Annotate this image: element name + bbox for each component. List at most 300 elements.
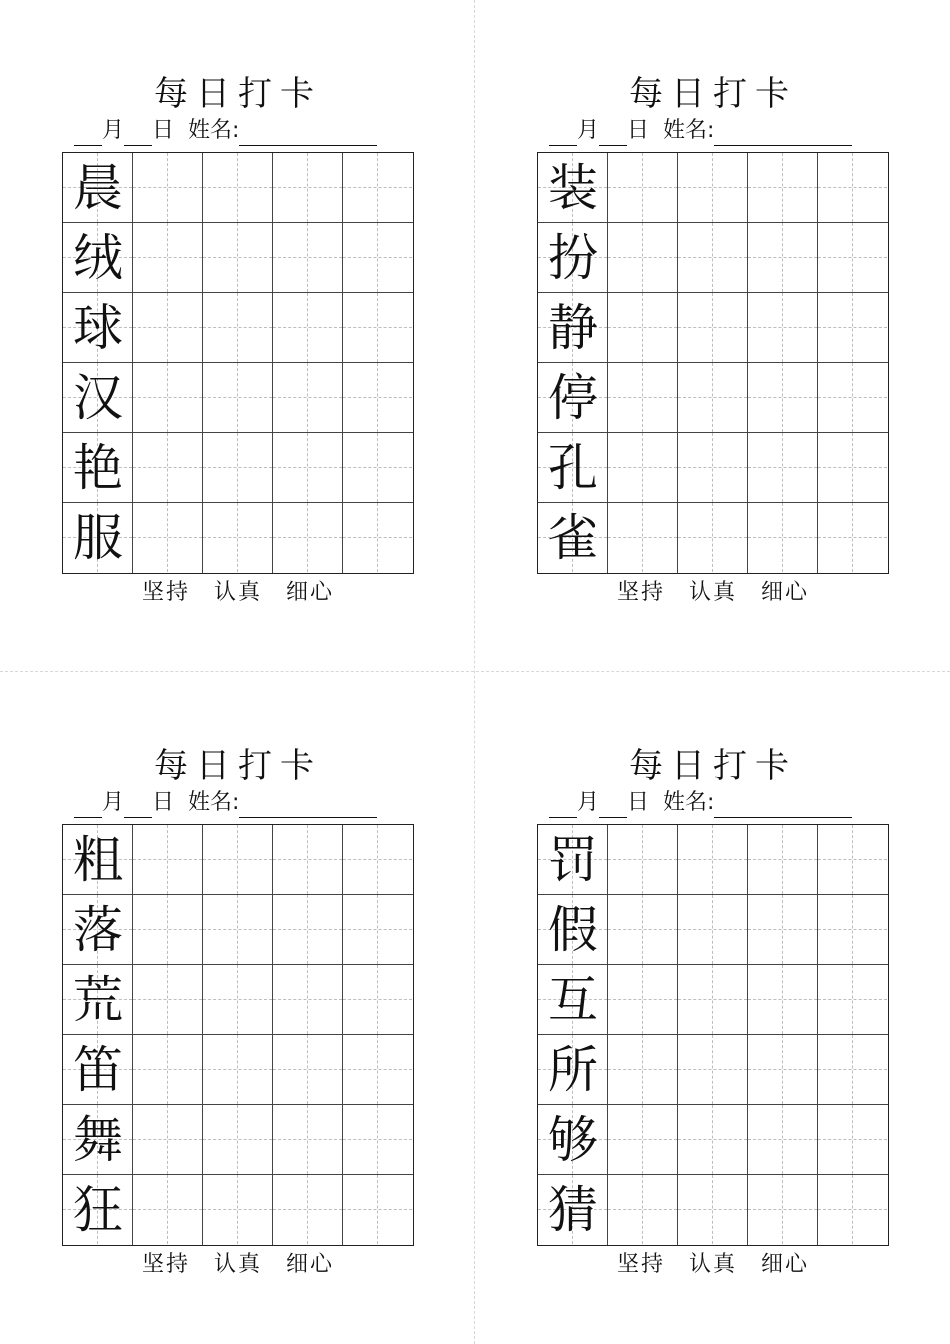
guide-line-horizontal (203, 257, 272, 258)
date-name-line (549, 788, 889, 818)
card-footer-motto (62, 578, 414, 608)
grid-row (63, 1035, 413, 1105)
model-character-cell (63, 825, 133, 895)
guide-line-horizontal (203, 187, 272, 188)
month-blank[interactable] (74, 121, 102, 146)
practice-cell[interactable] (818, 503, 888, 573)
model-character: 晨 (73, 159, 123, 217)
guide-line-horizontal (273, 257, 342, 258)
day-blank[interactable] (124, 121, 152, 146)
guide-line-horizontal (133, 467, 202, 468)
motto-word: 坚持 (616, 1252, 665, 1277)
practice-cell[interactable] (678, 503, 748, 573)
practice-cell[interactable] (203, 1035, 273, 1105)
checkin-card (62, 72, 414, 605)
practice-cell[interactable] (748, 293, 818, 363)
model-character: 绒 (73, 229, 123, 287)
name-label: 姓名: (188, 790, 240, 815)
practice-cell[interactable] (608, 503, 678, 573)
model-character-cell (63, 363, 133, 433)
practice-cell[interactable] (133, 223, 203, 293)
grid-row (63, 1105, 413, 1175)
guide-line-horizontal (133, 187, 202, 188)
motto-word: 细心 (761, 1252, 810, 1277)
grid-row (538, 1105, 888, 1175)
practice-cell[interactable] (133, 503, 203, 573)
practice-cell[interactable] (608, 293, 678, 363)
practice-cell[interactable] (273, 1035, 343, 1105)
practice-cell[interactable] (678, 1105, 748, 1175)
month-blank[interactable] (549, 793, 577, 818)
practice-cell[interactable] (133, 293, 203, 363)
practice-cell[interactable] (343, 825, 413, 895)
guide-line-horizontal (343, 537, 412, 538)
card-title: 每日打卡 (629, 74, 797, 114)
motto-word: 认真 (213, 1252, 262, 1277)
model-character-cell (538, 965, 608, 1035)
practice-cell[interactable] (203, 433, 273, 503)
practice-cell[interactable] (203, 293, 273, 363)
grid-row (538, 363, 888, 433)
writing-grid (537, 824, 889, 1246)
model-character: 汉 (73, 369, 123, 427)
motto-word: 认真 (213, 580, 262, 605)
practice-cell[interactable] (343, 223, 413, 293)
guide-line-horizontal (608, 537, 677, 538)
name-blank[interactable] (239, 793, 377, 818)
model-character-cell (538, 1175, 608, 1245)
guide-line-horizontal (203, 1139, 272, 1140)
practice-cell[interactable] (273, 363, 343, 433)
practice-cell[interactable] (748, 153, 818, 223)
card-title: 每日打卡 (154, 74, 322, 114)
practice-cell[interactable] (608, 433, 678, 503)
grid-row (63, 965, 413, 1035)
practice-cell[interactable] (678, 895, 748, 965)
practice-cell[interactable] (133, 825, 203, 895)
guide-line-horizontal (203, 859, 272, 860)
model-character: 球 (73, 299, 123, 357)
model-character: 落 (73, 901, 123, 959)
grid-row (63, 363, 413, 433)
guide-line-horizontal (273, 929, 342, 930)
guide-line-horizontal (273, 1139, 342, 1140)
model-character: 够 (548, 1111, 598, 1169)
grid-row (538, 433, 888, 503)
guide-line-horizontal (608, 397, 677, 398)
practice-cell[interactable] (608, 895, 678, 965)
guide-line-horizontal (678, 187, 747, 188)
guide-line-horizontal (343, 1069, 412, 1070)
motto-word: 坚持 (141, 1252, 190, 1277)
guide-line-horizontal (133, 537, 202, 538)
model-character: 荒 (73, 971, 123, 1029)
model-character-cell (63, 1175, 133, 1245)
model-character-cell (538, 363, 608, 433)
guide-line-horizontal (343, 1139, 412, 1140)
guide-line-horizontal (818, 929, 887, 930)
name-blank[interactable] (714, 121, 852, 146)
practice-cell[interactable] (343, 153, 413, 223)
guide-line-horizontal (608, 999, 677, 1000)
guide-line-horizontal (343, 999, 412, 1000)
guide-line-horizontal (203, 397, 272, 398)
model-character-cell (63, 433, 133, 503)
day-label: 日 (627, 790, 650, 815)
guide-line-horizontal (203, 467, 272, 468)
model-character-cell (63, 293, 133, 363)
practice-cell[interactable] (273, 433, 343, 503)
name-blank[interactable] (714, 793, 852, 818)
checkin-card (537, 744, 889, 1277)
guide-line-horizontal (273, 1209, 342, 1210)
model-character: 粗 (73, 831, 123, 889)
guide-line-horizontal (273, 859, 342, 860)
month-blank[interactable] (549, 121, 577, 146)
guide-line-horizontal (748, 999, 817, 1000)
guide-line-horizontal (343, 859, 412, 860)
guide-line-horizontal (203, 1069, 272, 1070)
model-character: 孔 (548, 439, 598, 497)
guide-line-horizontal (608, 929, 677, 930)
writing-grid (62, 824, 414, 1246)
model-character: 舞 (73, 1111, 123, 1169)
guide-line-horizontal (273, 397, 342, 398)
practice-cell[interactable] (273, 895, 343, 965)
practice-cell[interactable] (608, 153, 678, 223)
grid-row (538, 503, 888, 573)
model-character: 所 (548, 1041, 598, 1099)
month-label: 月 (102, 790, 125, 815)
guide-line-horizontal (678, 257, 747, 258)
practice-cell[interactable] (748, 1175, 818, 1245)
grid-row (63, 503, 413, 573)
guide-line-horizontal (748, 929, 817, 930)
practice-cell[interactable] (678, 965, 748, 1035)
model-character: 扮 (548, 229, 598, 287)
model-character: 艳 (73, 439, 123, 497)
practice-cell[interactable] (608, 363, 678, 433)
practice-cell[interactable] (343, 1175, 413, 1245)
guide-line-horizontal (748, 467, 817, 468)
guide-line-horizontal (133, 327, 202, 328)
model-character: 服 (73, 509, 123, 567)
practice-cell[interactable] (133, 1105, 203, 1175)
grid-row (63, 153, 413, 223)
practice-cell[interactable] (133, 895, 203, 965)
card-footer-motto (62, 1250, 414, 1280)
practice-cell[interactable] (748, 965, 818, 1035)
guide-line-horizontal (608, 1069, 677, 1070)
date-name-line (74, 116, 414, 146)
practice-cell[interactable] (818, 223, 888, 293)
practice-cell[interactable] (608, 965, 678, 1035)
model-character: 停 (548, 369, 598, 427)
guide-line-horizontal (203, 929, 272, 930)
practice-cell[interactable] (203, 895, 273, 965)
practice-cell[interactable] (343, 293, 413, 363)
guide-line-horizontal (748, 327, 817, 328)
guide-line-horizontal (133, 1069, 202, 1070)
guide-line-horizontal (818, 537, 887, 538)
guide-line-horizontal (608, 187, 677, 188)
month-label: 月 (577, 790, 600, 815)
practice-cell[interactable] (133, 1175, 203, 1245)
guide-line-horizontal (818, 859, 887, 860)
practice-cell[interactable] (273, 965, 343, 1035)
practice-cell[interactable] (608, 1035, 678, 1105)
guide-line-horizontal (203, 1209, 272, 1210)
grid-row (63, 433, 413, 503)
guide-line-horizontal (133, 1209, 202, 1210)
grid-row (538, 895, 888, 965)
model-character-cell (63, 503, 133, 573)
grid-row (538, 825, 888, 895)
guide-line-horizontal (343, 187, 412, 188)
guide-line-horizontal (678, 1209, 747, 1210)
practice-cell[interactable] (678, 223, 748, 293)
guide-line-horizontal (273, 327, 342, 328)
day-label: 日 (627, 118, 650, 143)
guide-line-horizontal (818, 1139, 887, 1140)
day-blank[interactable] (599, 793, 627, 818)
practice-cell[interactable] (203, 363, 273, 433)
model-character-cell (538, 223, 608, 293)
guide-line-horizontal (343, 327, 412, 328)
practice-cell[interactable] (343, 965, 413, 1035)
guide-line-horizontal (203, 999, 272, 1000)
model-character: 互 (548, 971, 598, 1029)
practice-cell[interactable] (678, 293, 748, 363)
guide-line-horizontal (748, 1069, 817, 1070)
grid-row (63, 223, 413, 293)
practice-cell[interactable] (678, 1035, 748, 1105)
practice-cell[interactable] (203, 503, 273, 573)
grid-row (538, 223, 888, 293)
model-character-cell (538, 1035, 608, 1105)
practice-cell[interactable] (818, 1105, 888, 1175)
practice-cell[interactable] (273, 223, 343, 293)
guide-line-horizontal (678, 397, 747, 398)
model-character-cell (63, 223, 133, 293)
grid-row (538, 1035, 888, 1105)
guide-line-horizontal (748, 537, 817, 538)
practice-cell[interactable] (818, 1175, 888, 1245)
writing-grid (62, 152, 414, 574)
practice-cell[interactable] (273, 825, 343, 895)
practice-cell[interactable] (748, 363, 818, 433)
practice-cell[interactable] (748, 1105, 818, 1175)
guide-line-horizontal (133, 1139, 202, 1140)
practice-cell[interactable] (343, 1035, 413, 1105)
guide-line-horizontal (678, 327, 747, 328)
grid-row (538, 153, 888, 223)
practice-cell[interactable] (748, 825, 818, 895)
month-label: 月 (577, 118, 600, 143)
guide-line-horizontal (748, 1209, 817, 1210)
practice-cell[interactable] (203, 1105, 273, 1175)
practice-cell[interactable] (203, 223, 273, 293)
practice-cell[interactable] (133, 153, 203, 223)
practice-cell[interactable] (608, 1175, 678, 1245)
practice-cell[interactable] (678, 825, 748, 895)
model-character-cell (63, 965, 133, 1035)
date-name-line (74, 788, 414, 818)
guide-line-horizontal (678, 467, 747, 468)
guide-line-horizontal (818, 397, 887, 398)
model-character-cell (63, 153, 133, 223)
guide-line-horizontal (818, 327, 887, 328)
guide-line-horizontal (818, 257, 887, 258)
guide-line-horizontal (343, 467, 412, 468)
model-character-cell (538, 1105, 608, 1175)
guide-line-horizontal (818, 999, 887, 1000)
guide-line-horizontal (748, 397, 817, 398)
day-blank[interactable] (599, 121, 627, 146)
model-character-cell (538, 433, 608, 503)
practice-cell[interactable] (133, 363, 203, 433)
model-character: 雀 (548, 509, 598, 567)
card-title: 每日打卡 (154, 746, 322, 786)
practice-cell[interactable] (818, 965, 888, 1035)
practice-cell[interactable] (203, 153, 273, 223)
motto-word: 细心 (286, 1252, 335, 1277)
month-blank[interactable] (74, 793, 102, 818)
practice-cell[interactable] (678, 153, 748, 223)
guide-line-horizontal (133, 999, 202, 1000)
day-label: 日 (152, 118, 175, 143)
month-label: 月 (102, 118, 125, 143)
model-character: 罚 (548, 831, 598, 889)
page-divider-vertical (474, 0, 475, 1344)
day-label: 日 (152, 790, 175, 815)
checkin-card (62, 744, 414, 1277)
grid-row (63, 1175, 413, 1245)
day-blank[interactable] (124, 793, 152, 818)
guide-line-horizontal (133, 257, 202, 258)
practice-cell[interactable] (273, 293, 343, 363)
practice-cell[interactable] (748, 223, 818, 293)
grid-row (538, 1175, 888, 1245)
guide-line-horizontal (748, 257, 817, 258)
practice-cell[interactable] (343, 1105, 413, 1175)
name-label: 姓名: (663, 118, 715, 143)
checkin-card (537, 72, 889, 605)
guide-line-horizontal (678, 1069, 747, 1070)
model-character-cell (63, 1035, 133, 1105)
practice-cell[interactable] (343, 895, 413, 965)
practice-cell[interactable] (818, 153, 888, 223)
practice-cell[interactable] (818, 363, 888, 433)
guide-line-horizontal (748, 859, 817, 860)
practice-cell[interactable] (678, 1175, 748, 1245)
practice-cell[interactable] (133, 433, 203, 503)
guide-line-horizontal (608, 1209, 677, 1210)
motto-word: 细心 (761, 580, 810, 605)
model-character: 笛 (73, 1041, 123, 1099)
guide-line-horizontal (678, 999, 747, 1000)
guide-line-horizontal (133, 859, 202, 860)
practice-cell[interactable] (678, 363, 748, 433)
motto-word: 坚持 (141, 580, 190, 605)
model-character: 假 (548, 901, 598, 959)
model-character-cell (538, 895, 608, 965)
model-character: 狂 (73, 1181, 123, 1239)
practice-cell[interactable] (273, 503, 343, 573)
name-blank[interactable] (239, 121, 377, 146)
guide-line-horizontal (273, 467, 342, 468)
practice-cell[interactable] (748, 433, 818, 503)
grid-row (63, 293, 413, 363)
name-label: 姓名: (188, 118, 240, 143)
date-name-line (549, 116, 889, 146)
model-character-cell (63, 895, 133, 965)
model-character: 装 (548, 159, 598, 217)
guide-line-horizontal (203, 327, 272, 328)
guide-line-horizontal (818, 1209, 887, 1210)
practice-cell[interactable] (273, 1175, 343, 1245)
model-character-cell (538, 293, 608, 363)
practice-cell[interactable] (133, 1035, 203, 1105)
practice-cell[interactable] (818, 293, 888, 363)
guide-line-horizontal (818, 1069, 887, 1070)
practice-cell[interactable] (608, 825, 678, 895)
practice-cell[interactable] (748, 503, 818, 573)
guide-line-horizontal (343, 257, 412, 258)
practice-cell[interactable] (608, 223, 678, 293)
guide-line-horizontal (678, 929, 747, 930)
practice-cell[interactable] (203, 965, 273, 1035)
practice-cell[interactable] (748, 1035, 818, 1105)
practice-cell[interactable] (818, 895, 888, 965)
practice-cell[interactable] (273, 153, 343, 223)
writing-grid (537, 152, 889, 574)
practice-cell[interactable] (343, 363, 413, 433)
card-title: 每日打卡 (629, 746, 797, 786)
motto-word: 细心 (286, 580, 335, 605)
guide-line-horizontal (608, 467, 677, 468)
guide-line-horizontal (818, 467, 887, 468)
model-character-cell (538, 825, 608, 895)
guide-line-horizontal (678, 1139, 747, 1140)
motto-word: 认真 (688, 580, 737, 605)
motto-word: 认真 (688, 1252, 737, 1277)
guide-line-horizontal (678, 859, 747, 860)
grid-row (538, 965, 888, 1035)
practice-cell[interactable] (133, 965, 203, 1035)
guide-line-horizontal (273, 1069, 342, 1070)
guide-line-horizontal (343, 397, 412, 398)
model-character: 静 (548, 299, 598, 357)
guide-line-horizontal (273, 999, 342, 1000)
practice-cell[interactable] (203, 825, 273, 895)
practice-cell[interactable] (818, 1035, 888, 1105)
motto-word: 坚持 (616, 580, 665, 605)
practice-cell[interactable] (203, 1175, 273, 1245)
practice-cell[interactable] (818, 825, 888, 895)
card-footer-motto (537, 578, 889, 608)
practice-cell[interactable] (748, 895, 818, 965)
practice-cell[interactable] (678, 433, 748, 503)
grid-row (63, 825, 413, 895)
practice-cell[interactable] (608, 1105, 678, 1175)
model-character-cell (63, 1105, 133, 1175)
practice-cell[interactable] (818, 433, 888, 503)
practice-cell[interactable] (343, 433, 413, 503)
grid-row (63, 895, 413, 965)
practice-cell[interactable] (273, 1105, 343, 1175)
practice-cell[interactable] (343, 503, 413, 573)
